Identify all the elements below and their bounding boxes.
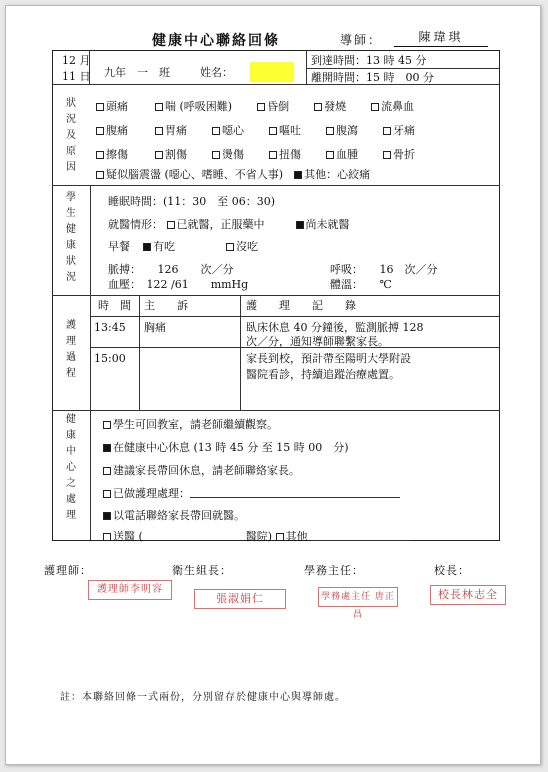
nurse-seal: 護理師李明容 [88, 580, 172, 600]
symptom-label: 擦傷 [106, 148, 128, 161]
checkbox[interactable] [96, 171, 104, 179]
name-redaction [250, 62, 294, 82]
nursing-row-1-record-2: 次／分，通知導師聯繫家長。 [246, 335, 389, 348]
other-handling-label: 其他 [285, 530, 308, 543]
checkbox-checked[interactable] [143, 243, 151, 251]
handling-item-6 [103, 530, 411, 543]
nursing-row-2-record-1: 家長到校，預計帶至陽明大學附設 [246, 352, 411, 365]
pulse: 脈搏： 126 次／分 [108, 263, 234, 276]
handling-item-2 [103, 441, 349, 454]
symptom-label: 牙痛 [393, 124, 415, 137]
symptoms-side-label: 狀況及原因 [66, 98, 76, 173]
nursing-row-2-record-2: 醫院看診，持續追蹤治療處置。 [246, 368, 400, 381]
checkbox[interactable] [257, 103, 265, 111]
checkbox[interactable] [103, 421, 111, 429]
symptom-label: 割傷 [165, 148, 187, 161]
arrival-time: 到達時間：13 時 45 分 [311, 54, 427, 67]
handling-item-1 [103, 418, 278, 431]
handling-label: 以電話聯絡家長帶回就醫。 [113, 509, 245, 522]
col-record: 護 理 記 錄 [246, 299, 356, 312]
breakfast-no-label: 沒吃 [236, 240, 258, 253]
checkbox[interactable] [96, 103, 104, 111]
medical-status [108, 218, 350, 231]
symptom-label: 血腫 [336, 148, 358, 161]
checkbox-checked[interactable] [294, 171, 302, 179]
handling-label: 在健康中心休息 (13 時 45 分 至 15 時 00 分) [113, 441, 349, 454]
checkbox[interactable] [276, 533, 284, 541]
handling-side-label: 健康中心之處理 [66, 414, 76, 521]
checkbox[interactable] [212, 127, 220, 135]
symptom-label: 發燒 [324, 100, 347, 113]
month: 12 月 [62, 54, 91, 67]
symptom-label: 昏倒 [267, 100, 290, 113]
symptom-label: 胃痛 [165, 124, 187, 137]
hospital-label: 醫院) [245, 530, 273, 543]
checkbox[interactable] [212, 151, 220, 159]
medical-no-label: 尚未就醫 [305, 218, 350, 231]
handling-item-5 [103, 509, 245, 522]
nursing-row-2-time: 15:00 [94, 352, 126, 365]
departure-time: 離開時間：15 時 00 分 [311, 71, 434, 84]
checkbox[interactable] [371, 103, 379, 111]
symptom-label: 頭痛 [106, 100, 128, 113]
checkbox[interactable] [269, 127, 277, 135]
teacher-name: 陳瑋琪 [394, 28, 488, 47]
checkbox-checked[interactable] [103, 512, 111, 520]
nursing-row-1-complaint: 胸痛 [144, 321, 166, 334]
symptom-label: 腹痛 [106, 124, 128, 137]
health-director-label: 衛生組長： [172, 564, 232, 577]
handling-item-4 [103, 487, 400, 500]
symptom-label: 扭傷 [279, 148, 301, 161]
checkbox[interactable] [103, 490, 111, 498]
health-director-seal: 張淑娟仁 [194, 589, 286, 609]
breakfast-label: 早餐 [108, 240, 130, 253]
breakfast-status [108, 240, 258, 253]
symptom-row-2 [96, 124, 415, 137]
checkbox[interactable] [226, 243, 234, 251]
form-title: 健康中心聯絡回條 [152, 33, 280, 49]
checkbox[interactable] [314, 103, 322, 111]
checkbox[interactable] [269, 151, 277, 159]
footer-note: 註：本聯絡回條一式兩份，分別留存於健康中心與導師處。 [60, 692, 346, 703]
checkbox[interactable] [155, 127, 163, 135]
affairs-director-seal: 學務處主任 唐正昌 [318, 587, 398, 607]
checkbox-checked[interactable] [103, 444, 111, 452]
symptom-label: 嘔吐 [279, 124, 301, 137]
health-side-label: 學生健康狀況 [66, 192, 76, 283]
checkbox[interactable] [383, 151, 391, 159]
nursing-side-label: 護理過程 [66, 320, 76, 379]
send-hospital-label: 送醫 ( [113, 530, 143, 543]
respiration: 呼吸： 16 次／分 [330, 263, 438, 276]
checkbox[interactable] [103, 533, 111, 541]
checkbox[interactable] [326, 151, 334, 159]
handling-label: 建議家長帶回休息，請老師聯絡家長。 [113, 464, 300, 477]
sleep-time: 睡眠時間：(11：30 至 06：30) [108, 195, 276, 208]
symptom-label: 噁心 [222, 124, 244, 137]
handling-item-3 [103, 464, 300, 477]
checkbox[interactable] [383, 127, 391, 135]
medical-yes-label: 已就醫，正服藥中 [176, 218, 265, 231]
nurse-label: 護理師： [44, 564, 92, 577]
principal-seal: 校長林志全 [430, 585, 506, 605]
temperature: 體溫： ℃ [330, 278, 392, 291]
symptom-label: 腹瀉 [336, 124, 358, 137]
symptom-row-3 [96, 148, 415, 161]
day: 11 日 [62, 70, 91, 83]
symptom-row-1 [96, 100, 414, 113]
concussion-label: 疑似腦震盪 (噁心、嗜睡、不省人事) [106, 168, 284, 181]
checkbox[interactable] [155, 103, 163, 111]
symptom-label: 流鼻血 [381, 100, 415, 113]
handling-label: 已做護理處理： [113, 487, 190, 500]
nursing-row-1-time: 13:45 [94, 321, 126, 334]
teacher-label: 導師： [340, 33, 383, 47]
checkbox[interactable] [326, 127, 334, 135]
checkbox-checked[interactable] [296, 221, 304, 229]
symptom-label: 骨折 [393, 148, 415, 161]
checkbox[interactable] [96, 151, 104, 159]
symptom-label: 喘 (呼吸困難) [165, 100, 233, 113]
col-complaint: 主 訴 [144, 299, 188, 312]
symptom-row-4 [96, 168, 370, 181]
checkbox[interactable] [167, 221, 175, 229]
symptom-label: 燙傷 [222, 148, 244, 161]
blood-pressure: 血壓： 122 /61 mmHg [108, 278, 249, 291]
checkbox[interactable] [155, 151, 163, 159]
other-symptom-label: 其他：心絞痛 [304, 168, 371, 181]
name-label: 姓名： [200, 66, 233, 79]
checkbox[interactable] [103, 467, 111, 475]
affairs-director-label: 學務主任： [304, 564, 364, 577]
medical-label: 就醫情形： [108, 218, 163, 231]
class: 九年 一 班 [104, 66, 170, 79]
breakfast-yes-label: 有吃 [153, 240, 175, 253]
principal-label: 校長： [434, 564, 470, 577]
handling-label: 學生可回教室，請老師繼續觀察。 [113, 418, 278, 431]
checkbox[interactable] [96, 127, 104, 135]
nursing-row-1-record-1: 臥床休息 40 分鐘後，監測脈搏 128 [246, 321, 424, 334]
col-time: 時 間 [98, 299, 131, 312]
